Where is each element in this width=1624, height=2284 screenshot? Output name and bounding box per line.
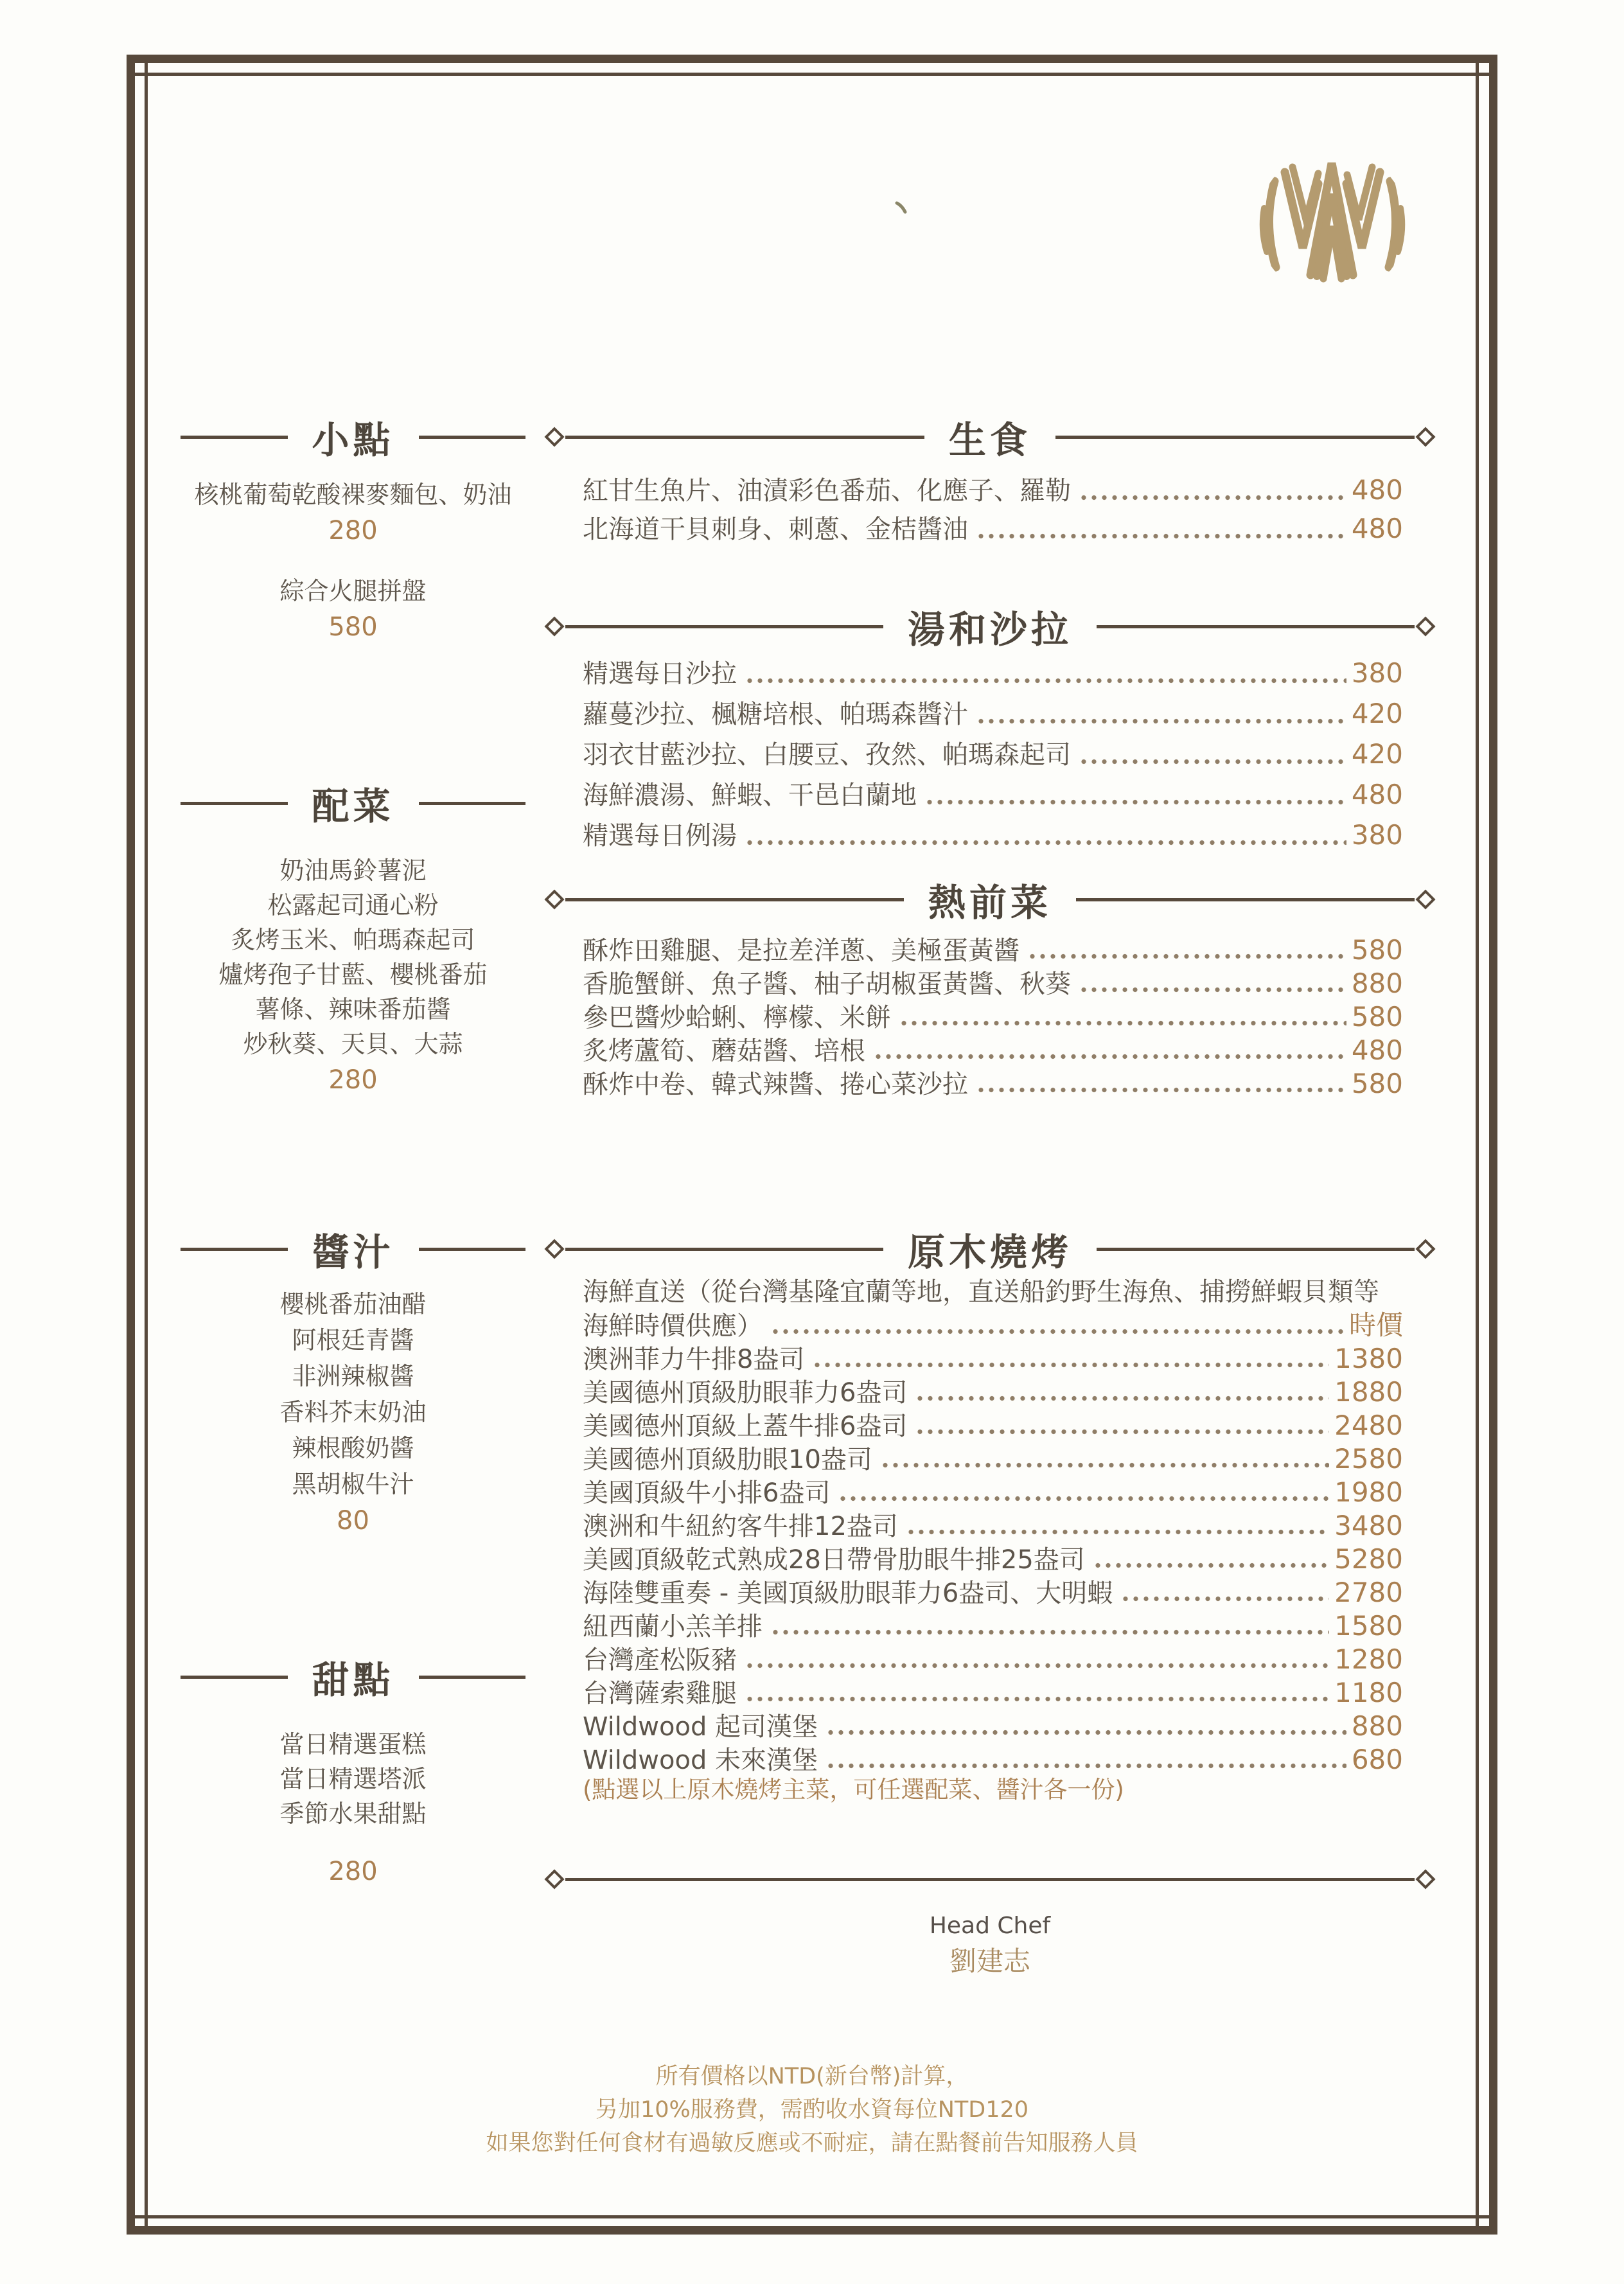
menu-price: 580 [1351, 1001, 1403, 1032]
menu-item: 非洲辣椒醬 [292, 1362, 414, 1390]
menu-price: 2580 [1334, 1443, 1403, 1474]
menu-price: 1180 [1334, 1677, 1403, 1708]
header-rule [419, 436, 526, 439]
menu-item-row [583, 1576, 1403, 1609]
menu-item-row [583, 1000, 1403, 1034]
menu-item: 精選每日例湯 [583, 821, 737, 851]
menu-item: 奶油馬鈴薯泥 [279, 856, 427, 885]
menu-price: 380 [1351, 657, 1403, 689]
menu-price: 680 [1351, 1744, 1403, 1775]
closing-rule [547, 1874, 1433, 1884]
footer-notes [0, 2060, 1624, 2160]
dotted-leader [1079, 987, 1346, 993]
dotted-leader [745, 678, 1346, 684]
menu-item-intro: 海鮮直送（從台灣基隆宜蘭等地，直送船釣野生海魚、捕撈鮮蝦貝類等 [583, 1277, 1379, 1307]
dotted-leader [873, 1054, 1346, 1059]
menu-item: Wildwood 未來漢堡 [583, 1746, 818, 1775]
frame-thick-left [127, 55, 135, 2235]
header-rule [181, 436, 288, 439]
raw-items [583, 471, 1403, 548]
section-title: 甜點 [312, 1658, 394, 1702]
menu-price: 1580 [1334, 1610, 1403, 1642]
menu-item-row [583, 1676, 1403, 1710]
dotted-leader [745, 840, 1346, 845]
menu-price: 420 [1351, 698, 1403, 729]
chef-title: Head Chef [929, 1913, 1051, 1939]
menu-item-row [583, 1409, 1403, 1442]
menu-item: 海鮮時價供應） [583, 1311, 763, 1341]
spacer [181, 549, 525, 574]
menu-item-row [583, 734, 1403, 774]
wood-grill-note: (點選以上原木燒烤主菜，可任選配菜、醬汁各一份) [583, 1776, 1124, 1803]
menu-item-row [583, 1509, 1403, 1543]
menu-price: 580 [1351, 1068, 1403, 1099]
dotted-leader [825, 1763, 1346, 1769]
menu-price: 5280 [1334, 1543, 1403, 1575]
menu-item: 酥炸田雞腿、是拉差洋蔥、美極蛋黃醬 [583, 936, 1019, 966]
menu-item: 蘿蔓沙拉、楓糖培根、帕瑪森醬汁 [583, 700, 968, 729]
dotted-leader [880, 1462, 1329, 1468]
menu-price: 880 [1351, 968, 1403, 999]
frame-thin-bottom [127, 2215, 1497, 2218]
menu-price: 280 [328, 516, 378, 545]
menu-price: 580 [1351, 934, 1403, 966]
menu-item-row [583, 471, 1403, 509]
wildwood-monogram-logo-icon [1255, 146, 1409, 301]
header-rule [565, 625, 883, 628]
section-header-wood-grill [547, 1223, 1433, 1275]
wood-grill-items [583, 1275, 1403, 1776]
footer-line: 如果您對任何食材有過敏反應或不耐症，請在點餐前告知服務人員 [486, 2130, 1138, 2156]
dotted-leader [812, 1362, 1329, 1368]
menu-item-row [583, 1376, 1403, 1409]
menu-item: 紐西蘭小羔羊排 [583, 1612, 763, 1642]
menu-item: 精選每日沙拉 [583, 659, 737, 689]
dotted-leader [770, 1329, 1344, 1334]
header-rule [565, 898, 904, 901]
chef-signature [547, 1909, 1433, 1980]
frame-thick-right [1489, 55, 1497, 2235]
menu-item: 澳洲和牛紐約客牛排12盎司 [583, 1512, 898, 1541]
menu-item-row [583, 1034, 1403, 1067]
menu-item-row [583, 1643, 1403, 1676]
diamond-end-icon [544, 616, 564, 636]
menu-item-row [583, 967, 1403, 1000]
menu-item-row [583, 1067, 1403, 1101]
menu-item-row [583, 693, 1403, 734]
menu-item: 美國德州頂級肋眼菲力6盎司 [583, 1378, 908, 1408]
hot-appetizer-items [583, 934, 1403, 1101]
dotted-leader [1120, 1596, 1329, 1602]
menu-price: 1880 [1334, 1376, 1403, 1408]
menu-item-row [583, 774, 1403, 815]
menu-price: 280 [328, 1857, 378, 1886]
frame-thin-top [127, 73, 1497, 76]
sauces-items [181, 1286, 525, 1539]
menu-item: 台灣薩索雞腿 [583, 1679, 737, 1708]
header-rule [1055, 436, 1415, 439]
menu-price: 3480 [1334, 1510, 1403, 1541]
menu-item: 黑胡椒牛汁 [292, 1470, 414, 1498]
dotted-leader [924, 799, 1346, 805]
menu-item: 澳洲菲力牛排8盎司 [583, 1345, 805, 1374]
dotted-leader [906, 1529, 1329, 1535]
menu-item: 綜合火腿拼盤 [279, 577, 427, 605]
menu-item: 核桃葡萄乾酸裸麥麵包、奶油 [194, 481, 512, 509]
footer-line: 另加10%服務費，需酌收水資每位NTD120 [595, 2097, 1029, 2123]
menu-price: 2780 [1334, 1577, 1403, 1608]
menu-item: 爐烤孢子甘藍、櫻桃番茄 [218, 961, 488, 989]
frame-thick-bottom [127, 2226, 1497, 2235]
diamond-end-icon [1415, 427, 1435, 447]
menu-item: 美國德州頂級上蓋牛排6盎司 [583, 1412, 908, 1441]
header-rule [419, 1248, 526, 1251]
menu-item: 海鮮濃湯、鮮蝦、干邑白蘭地 [583, 781, 917, 810]
menu-item-row [583, 1275, 1403, 1309]
menu-item: 松露起司通心粉 [267, 891, 439, 919]
chef-name: 劉建志 [949, 1945, 1030, 1977]
menu-item: Wildwood 起司漢堡 [583, 1712, 818, 1742]
dotted-leader [825, 1730, 1346, 1735]
section-title: 小點 [312, 418, 394, 462]
menu-price: 580 [328, 612, 378, 642]
footer-line: 所有價格以NTD(新台幣)計算， [655, 2064, 969, 2089]
diamond-end-icon [544, 1869, 564, 1889]
menu-item: 季節水果甜點 [279, 1800, 427, 1828]
menu-item: 炙烤玉米、帕瑪森起司 [231, 926, 475, 954]
section-title: 湯和沙拉 [908, 608, 1073, 651]
menu-item-row [583, 1309, 1403, 1342]
closing-line [565, 1878, 1415, 1881]
header-rule [181, 1248, 288, 1251]
section-header-soup-salad [547, 601, 1433, 652]
diamond-end-icon [1415, 889, 1435, 909]
menu-item-row [583, 1543, 1403, 1576]
menu-price: 420 [1351, 738, 1403, 770]
dotted-leader [899, 1020, 1346, 1026]
section-title: 配菜 [312, 784, 394, 828]
menu-price: 1980 [1334, 1476, 1403, 1508]
menu-item: 阿根廷青醬 [292, 1326, 414, 1354]
dotted-leader [838, 1496, 1329, 1501]
frame-thin-right [1476, 55, 1479, 2235]
menu-item-row [583, 934, 1403, 967]
header-rule [1097, 1248, 1415, 1251]
menu-item: 炙烤蘆筍、蘑菇醬、培根 [583, 1036, 865, 1066]
menu-item-row [583, 1609, 1403, 1643]
menu-item-row [583, 653, 1403, 693]
header-rule [419, 802, 526, 805]
menu-item: 美國德州頂級肋眼10盎司 [583, 1445, 872, 1474]
desserts-items [181, 1727, 525, 1890]
menu-item-row [583, 509, 1403, 548]
header-rule [565, 1248, 883, 1251]
menu-price: 480 [1351, 779, 1403, 810]
menu-item-row [583, 1442, 1403, 1476]
dotted-leader [1079, 495, 1346, 500]
menu-item-row [583, 1476, 1403, 1509]
diamond-end-icon [1415, 616, 1435, 636]
dotted-leader [915, 1429, 1329, 1435]
menu-item: 櫻桃番茄油醋 [279, 1290, 427, 1318]
section-header-sauces [181, 1223, 525, 1275]
dotted-leader [976, 1087, 1346, 1093]
stray-ink-mark [894, 200, 910, 216]
dotted-leader [1079, 759, 1346, 765]
dotted-leader [1027, 953, 1346, 959]
section-title: 熱前菜 [928, 881, 1052, 925]
header-rule [181, 1676, 288, 1679]
header-rule [1076, 898, 1415, 901]
menu-price: 380 [1351, 819, 1403, 851]
menu-item-row [583, 1743, 1403, 1776]
diamond-end-icon [1415, 1869, 1435, 1889]
menu-price: 480 [1351, 474, 1403, 506]
sides-items [181, 853, 525, 1099]
menu-item-row [583, 815, 1403, 855]
header-rule [565, 436, 924, 439]
small-bites-items [181, 477, 525, 646]
menu-item: 台灣產松阪豬 [583, 1645, 737, 1675]
menu-price: 280 [328, 1065, 378, 1095]
menu-item: 辣根酸奶醬 [292, 1434, 414, 1462]
menu-item: 美國頂級乾式熟成28日帶骨肋眼牛排25盎司 [583, 1545, 1085, 1575]
section-title: 醬汁 [312, 1230, 394, 1274]
menu-price: 80 [337, 1506, 369, 1536]
menu-item: 薯條、辣味番茄醬 [255, 995, 451, 1023]
menu-price: 1380 [1334, 1343, 1403, 1374]
header-rule [419, 1676, 526, 1679]
menu-item: 海陸雙重奏 - 美國頂級肋眼菲力6盎司、大明蝦 [583, 1579, 1113, 1608]
diamond-end-icon [544, 1239, 564, 1259]
dotted-leader [745, 1663, 1329, 1669]
section-header-raw [547, 411, 1433, 463]
menu-price: 2480 [1334, 1410, 1403, 1441]
frame-thick-top [127, 55, 1497, 63]
dotted-leader [976, 718, 1346, 724]
diamond-end-icon [544, 427, 564, 447]
dotted-leader [770, 1629, 1329, 1635]
header-rule [1097, 625, 1415, 628]
menu-item-row [583, 1342, 1403, 1376]
dotted-leader [745, 1696, 1329, 1702]
menu-item: 香料芥末奶油 [279, 1398, 427, 1426]
dotted-leader [1093, 1563, 1329, 1568]
soup-salad-items [583, 653, 1403, 855]
section-header-desserts [181, 1651, 525, 1703]
menu-item: 羽衣甘藍沙拉、白腰豆、孜然、帕瑪森起司 [583, 740, 1071, 770]
frame-thin-left [145, 55, 148, 2235]
menu-price: 480 [1351, 513, 1403, 544]
diamond-end-icon [544, 889, 564, 909]
menu-item: 當日精選蛋糕 [279, 1730, 427, 1758]
menu-price: 1280 [1334, 1643, 1403, 1675]
menu-price: 880 [1351, 1710, 1403, 1742]
dotted-leader [976, 533, 1346, 539]
menu-item: 炒秋葵、天貝、大蒜 [243, 1030, 463, 1058]
menu-item-row [583, 1710, 1403, 1743]
section-title: 原木燒烤 [908, 1230, 1073, 1274]
menu-price: 時價 [1348, 1309, 1403, 1341]
section-header-hot-appetizers [547, 874, 1433, 925]
section-header-sides [181, 777, 525, 829]
menu-item: 美國頂級牛小排6盎司 [583, 1478, 831, 1508]
menu-item: 香脆蟹餅、魚子醬、柚子胡椒蛋黃醬、秋葵 [583, 969, 1071, 999]
menu-item: 酥炸中卷、韓式辣醬、捲心菜沙拉 [583, 1070, 968, 1099]
menu-item: 當日精選塔派 [279, 1765, 427, 1793]
menu-item: 紅甘生魚片、油漬彩色番茄、化應子、羅勒 [583, 476, 1071, 506]
dotted-leader [915, 1395, 1329, 1401]
menu-item: 參巴醬炒蛤蜊、檸檬、米餅 [583, 1003, 891, 1032]
menu-item: 北海道干貝刺身、刺蔥、金桔醬油 [583, 515, 968, 544]
menu-price: 480 [1351, 1034, 1403, 1066]
section-title: 生食 [949, 418, 1032, 462]
header-rule [181, 802, 288, 805]
section-header-small-bites [181, 411, 525, 463]
diamond-end-icon [1415, 1239, 1435, 1259]
